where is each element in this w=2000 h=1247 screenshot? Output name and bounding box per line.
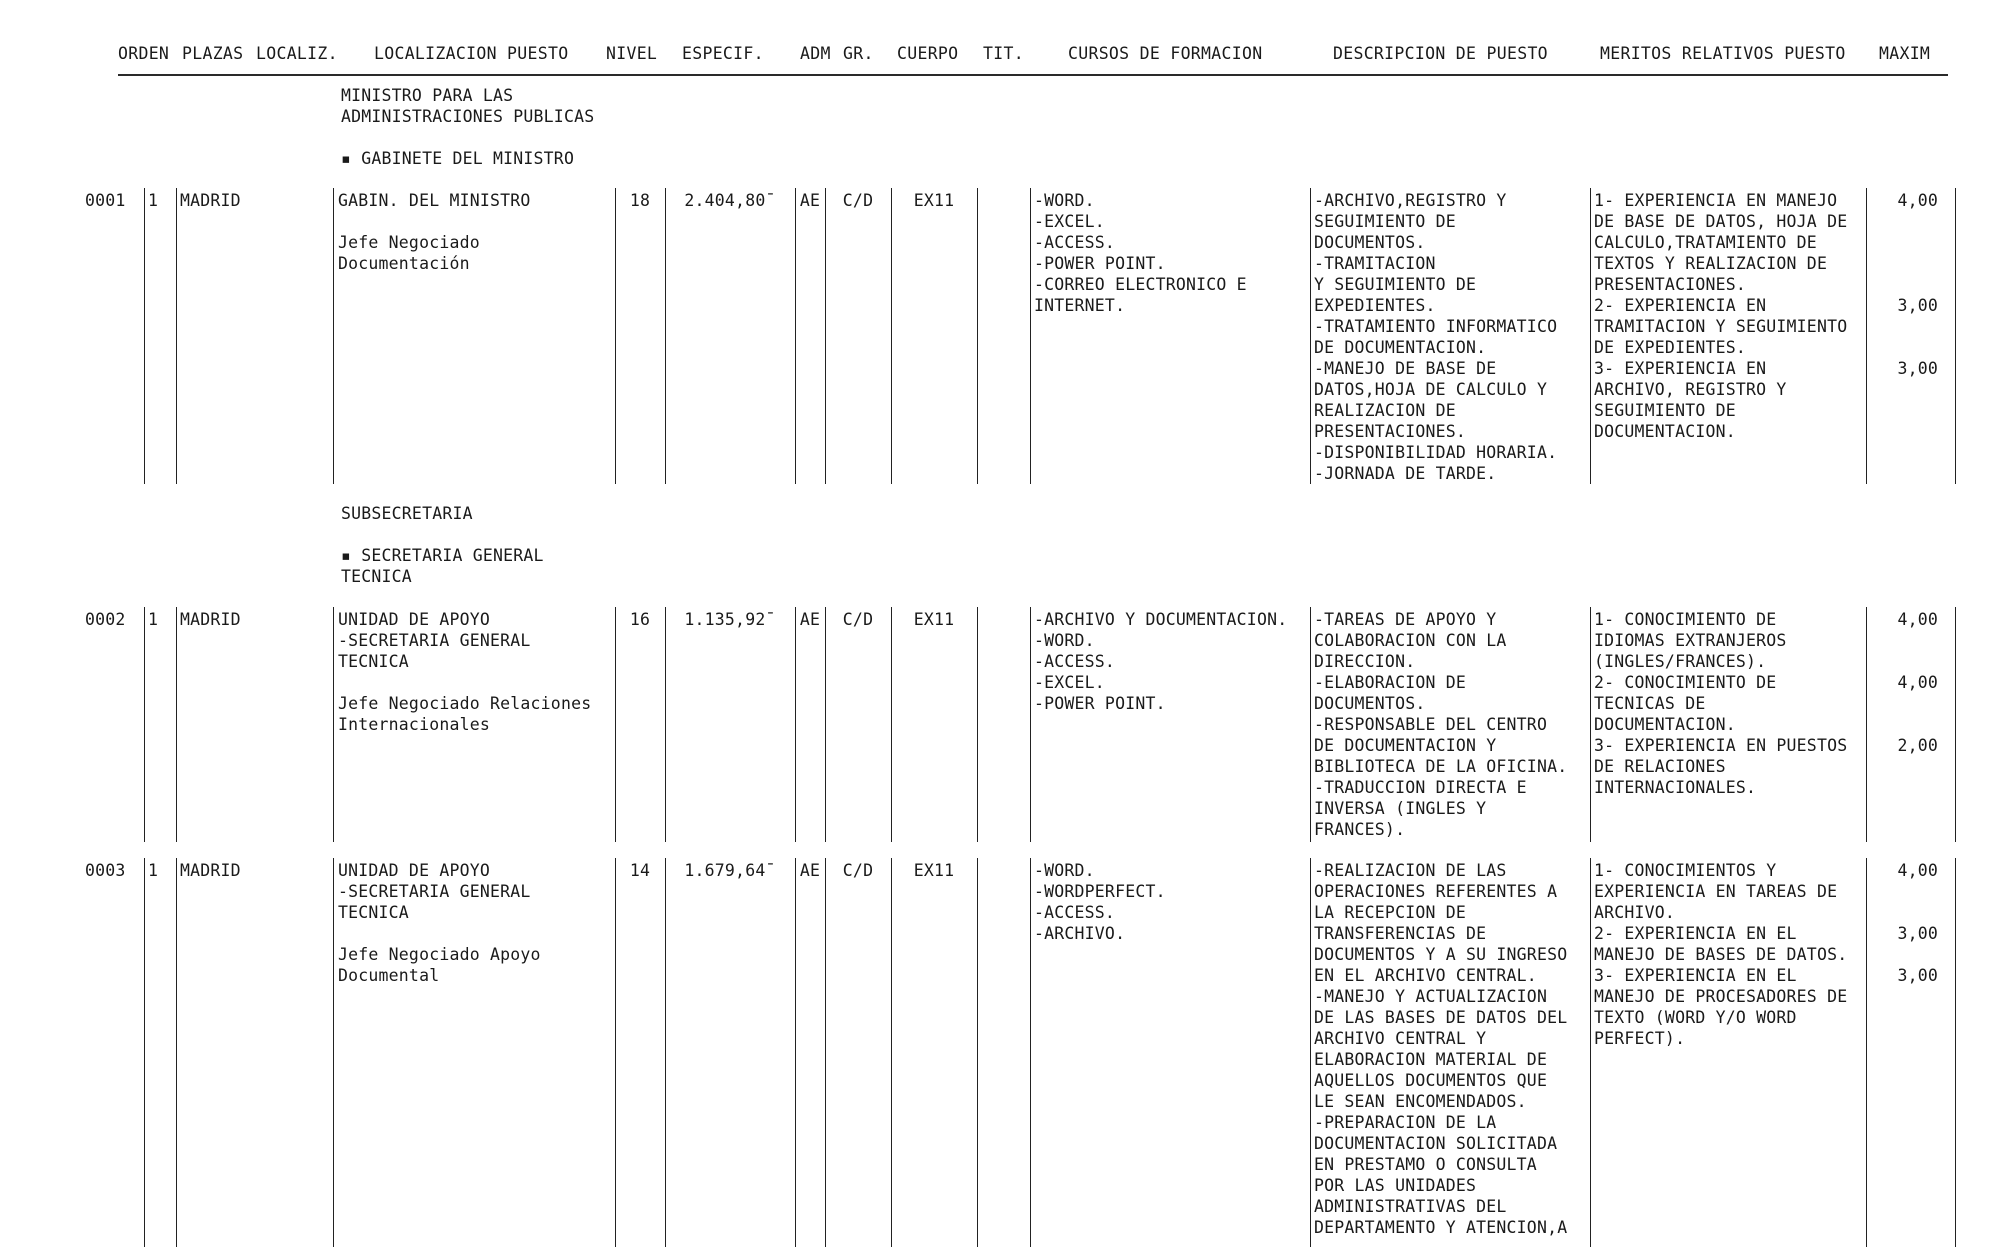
cell-descripcion-line: -TRATAMIENTO INFORMATICO [1314, 317, 1558, 336]
column-divider [1955, 858, 1956, 1247]
column-divider [891, 188, 892, 484]
cell-orden: 0001 [85, 191, 126, 210]
header-nivel: NIVEL [606, 44, 658, 63]
cell-meritos-line: TECNICAS DE [1594, 694, 1706, 713]
cell-maxim-score: 3,00 [1897, 966, 1938, 985]
cell-descripcion-line: REALIZACION DE [1314, 401, 1456, 420]
cell-cursos-line: -CORREO ELECTRONICO E [1034, 275, 1247, 294]
cell-meritos-line: DOCUMENTACION. [1594, 422, 1736, 441]
cell-cursos-line: -POWER POINT. [1034, 254, 1166, 273]
cell-puesto-line: UNIDAD DE APOYO [338, 610, 491, 629]
column-divider [1590, 607, 1591, 842]
cell-nivel: 18 [629, 191, 651, 210]
column-divider [333, 188, 334, 484]
cell-descripcion-line: DOCUMENTOS Y A SU INGRESO [1314, 945, 1568, 964]
cell-descripcion-line: DOCUMENTACION SOLICITADA [1314, 1134, 1558, 1153]
column-divider [1590, 858, 1591, 1247]
cell-descripcion-line: -MANEJO Y ACTUALIZACION [1314, 987, 1548, 1006]
column-divider [1030, 858, 1031, 1247]
cell-meritos-line: SEGUIMIENTO DE [1594, 401, 1736, 420]
cell-especif: 1.679,64¯ [684, 861, 776, 880]
column-divider [825, 858, 826, 1247]
cell-meritos-line: ARCHIVO. [1594, 903, 1676, 922]
section-subsecretaria: SUBSECRETARIA [341, 504, 473, 523]
cell-descripcion-line: TRANSFERENCIAS DE [1314, 924, 1487, 943]
cell-descripcion-line: DE DOCUMENTACION Y [1314, 736, 1497, 755]
cell-maxim-score: 4,00 [1897, 861, 1938, 880]
cell-meritos-line: DE RELACIONES [1594, 757, 1726, 776]
cell-descripcion-line: ARCHIVO CENTRAL Y [1314, 1029, 1487, 1048]
cell-puesto-line: -SECRETARIA GENERAL [338, 631, 531, 650]
column-divider [1955, 188, 1956, 484]
header-cuerpo: CUERPO [897, 44, 959, 63]
column-divider [825, 607, 826, 842]
header-gr: GR. [843, 44, 874, 63]
cell-cursos-line: -WORD. [1034, 861, 1095, 880]
cell-meritos-line: MANEJO DE PROCESADORES DE [1594, 987, 1848, 1006]
cell-meritos-line: 1- EXPERIENCIA EN MANEJO [1594, 191, 1838, 210]
column-divider [176, 188, 177, 484]
cell-meritos-line: 2- CONOCIMIENTO DE [1594, 673, 1777, 692]
cell-descripcion-line: DOCUMENTOS. [1314, 233, 1426, 252]
column-divider [1310, 607, 1311, 842]
cell-puesto-line: Jefe Negociado Relaciones [338, 694, 592, 713]
cell-meritos-line: DE EXPEDIENTES. [1594, 338, 1747, 357]
cell-especif: 2.404,80¯ [684, 191, 776, 210]
cell-cursos-line: -EXCEL. [1034, 673, 1105, 692]
cell-plazas: 1 [148, 610, 159, 629]
header-tit: TIT. [983, 44, 1024, 63]
column-divider [891, 858, 892, 1247]
cell-descripcion-line: BIBLIOTECA DE LA OFICINA. [1314, 757, 1568, 776]
cell-maxim-score: 3,00 [1897, 359, 1938, 378]
section-ministro-line1: MINISTRO PARA LAS [341, 86, 514, 105]
cell-cursos-line: INTERNET. [1034, 296, 1126, 315]
column-divider [1310, 188, 1311, 484]
column-divider [665, 188, 666, 484]
cell-meritos-line: PRESENTACIONES. [1594, 275, 1747, 294]
cell-descripcion-line: INVERSA (INGLES Y [1314, 799, 1487, 818]
column-divider [176, 858, 177, 1247]
section-sgt-line1: ▪ SECRETARIA GENERAL [341, 546, 544, 565]
cell-descripcion-line: -RESPONSABLE DEL CENTRO [1314, 715, 1548, 734]
cell-cursos-line: -WORD. [1034, 631, 1095, 650]
header-especif: ESPECIF. [682, 44, 764, 63]
header-rule [118, 74, 1948, 76]
cell-descripcion-line: DE LAS BASES DE DATOS DEL [1314, 1008, 1568, 1027]
cell-cursos-line: -WORD. [1034, 191, 1095, 210]
header-descripcion: DESCRIPCION DE PUESTO [1333, 44, 1548, 63]
cell-meritos-line: EXPERIENCIA EN TAREAS DE [1594, 882, 1838, 901]
cell-descripcion-line: LA RECEPCION DE [1314, 903, 1467, 922]
column-divider [615, 607, 616, 842]
column-divider [1590, 188, 1591, 484]
cell-descripcion-line: ELABORACION MATERIAL DE [1314, 1050, 1548, 1069]
cell-localidad: MADRID [180, 861, 241, 880]
column-divider [795, 188, 796, 484]
cell-puesto-line: Documentación [338, 254, 470, 273]
cell-meritos-line: TRAMITACION Y SEGUIMIENTO [1594, 317, 1848, 336]
header-cursos: CURSOS DE FORMACION [1068, 44, 1263, 63]
cell-cursos-line: -ARCHIVO. [1034, 924, 1126, 943]
cell-descripcion-line: -TRAMITACION [1314, 254, 1436, 273]
cell-meritos-line: 2- EXPERIENCIA EN EL [1594, 924, 1797, 943]
column-divider [615, 858, 616, 1247]
header-orden: ORDEN [118, 44, 170, 63]
cell-descripcion-line: DIRECCION. [1314, 652, 1416, 671]
cell-maxim-score: 3,00 [1897, 924, 1938, 943]
cell-maxim-score: 2,00 [1897, 736, 1938, 755]
column-divider [891, 607, 892, 842]
cell-descripcion-line: DOCUMENTOS. [1314, 694, 1426, 713]
cell-descripcion-line: -MANEJO DE BASE DE [1314, 359, 1497, 378]
column-divider [144, 858, 145, 1247]
cell-puesto-line: Jefe Negociado Apoyo [338, 945, 541, 964]
cell-meritos-line: CALCULO,TRATAMIENTO DE [1594, 233, 1817, 252]
cell-meritos-line: DE BASE DE DATOS, HOJA DE [1594, 212, 1848, 231]
cell-cursos-line: -ARCHIVO Y DOCUMENTACION. [1034, 610, 1288, 629]
header-maxim: MAXIM [1879, 44, 1931, 63]
cell-meritos-line: 3- EXPERIENCIA EN EL [1594, 966, 1797, 985]
cell-puesto-line: Documental [338, 966, 440, 985]
cell-descripcion-line: LE SEAN ENCOMENDADOS. [1314, 1092, 1527, 1111]
cell-meritos-line: TEXTO (WORD Y/O WORD [1594, 1008, 1797, 1027]
cell-meritos-line: IDIOMAS EXTRANJEROS [1594, 631, 1787, 650]
column-divider [825, 188, 826, 484]
header-localiz: LOCALIZ. [256, 44, 338, 63]
column-divider [977, 188, 978, 484]
cell-cursos-line: -ACCESS. [1034, 233, 1116, 252]
cell-cursos-line: -POWER POINT. [1034, 694, 1166, 713]
cell-puesto-line: TECNICA [338, 652, 409, 671]
cell-descripcion-line: DEPARTAMENTO Y ATENCION,A [1314, 1218, 1568, 1237]
cell-meritos-line: DOCUMENTACION. [1594, 715, 1736, 734]
cell-cursos-line: -WORDPERFECT. [1034, 882, 1166, 901]
cell-plazas: 1 [148, 861, 159, 880]
column-divider [144, 607, 145, 842]
column-divider [795, 858, 796, 1247]
column-divider [1866, 607, 1867, 842]
cell-maxim-score: 3,00 [1897, 296, 1938, 315]
cell-descripcion-line: -ELABORACION DE [1314, 673, 1467, 692]
cell-adm: AE [799, 861, 821, 880]
cell-descripcion-line: -TAREAS DE APOYO Y [1314, 610, 1497, 629]
cell-descripcion-line: -JORNADA DE TARDE. [1314, 464, 1497, 483]
cell-plazas: 1 [148, 191, 159, 210]
cell-nivel: 16 [629, 610, 651, 629]
cell-gr: C/D [842, 191, 874, 210]
section-ministro-line2: ADMINISTRACIONES PUBLICAS [341, 107, 595, 126]
cell-meritos-line: (INGLES/FRANCES). [1594, 652, 1767, 671]
cell-puesto-line: Jefe Negociado [338, 233, 480, 252]
cell-maxim-score: 4,00 [1897, 191, 1938, 210]
cell-descripcion-line: EN PRESTAMO O CONSULTA [1314, 1155, 1537, 1174]
cell-descripcion-line: EXPEDIENTES. [1314, 296, 1436, 315]
column-divider [333, 607, 334, 842]
cell-meritos-line: 1- CONOCIMIENTO DE [1594, 610, 1777, 629]
cell-descripcion-line: -TRADUCCION DIRECTA E [1314, 778, 1527, 797]
cell-localidad: MADRID [180, 610, 241, 629]
cell-cursos-line: -ACCESS. [1034, 652, 1116, 671]
cell-cursos-line: -EXCEL. [1034, 212, 1105, 231]
cell-meritos-line: ARCHIVO, REGISTRO Y [1594, 380, 1787, 399]
cell-meritos-line: INTERNACIONALES. [1594, 778, 1757, 797]
cell-meritos-line: 3- EXPERIENCIA EN PUESTOS [1594, 736, 1848, 755]
section-sgt-line2: TECNICA [341, 567, 412, 586]
cell-localidad: MADRID [180, 191, 241, 210]
cell-cuerpo: EX11 [913, 861, 955, 880]
cell-adm: AE [799, 610, 821, 629]
section-gabinete: ▪ GABINETE DEL MINISTRO [341, 149, 575, 168]
header-meritos: MERITOS RELATIVOS PUESTO [1600, 44, 1846, 63]
cell-orden: 0002 [85, 610, 126, 629]
column-divider [1866, 188, 1867, 484]
cell-descripcion-line: COLABORACION CON LA [1314, 631, 1507, 650]
cell-descripcion-line: POR LAS UNIDADES [1314, 1176, 1477, 1195]
column-divider [333, 858, 334, 1247]
cell-descripcion-line: DE DOCUMENTACION. [1314, 338, 1487, 357]
cell-puesto-line: TECNICA [338, 903, 409, 922]
cell-maxim-score: 4,00 [1897, 673, 1938, 692]
column-divider [1310, 858, 1311, 1247]
cell-puesto-line: -SECRETARIA GENERAL [338, 882, 531, 901]
cell-meritos-line: 2- EXPERIENCIA EN [1594, 296, 1767, 315]
cell-cursos-line: -ACCESS. [1034, 903, 1116, 922]
cell-cuerpo: EX11 [913, 610, 955, 629]
cell-puesto-line: Internacionales [338, 715, 491, 734]
cell-descripcion-line: SEGUIMIENTO DE [1314, 212, 1456, 231]
cell-cuerpo: EX11 [913, 191, 955, 210]
cell-descripcion-line: FRANCES). [1314, 820, 1406, 839]
column-divider [1030, 607, 1031, 842]
header-localizacion-puesto: LOCALIZACION PUESTO [374, 44, 569, 63]
cell-meritos-line: TEXTOS Y REALIZACION DE [1594, 254, 1828, 273]
cell-descripcion-line: -PREPARACION DE LA [1314, 1113, 1497, 1132]
cell-maxim-score: 4,00 [1897, 610, 1938, 629]
cell-especif: 1.135,92¯ [684, 610, 776, 629]
cell-orden: 0003 [85, 861, 126, 880]
cell-nivel: 14 [629, 861, 651, 880]
cell-descripcion-line: OPERACIONES REFERENTES A [1314, 882, 1558, 901]
cell-descripcion-line: -DISPONIBILIDAD HORARIA. [1314, 443, 1558, 462]
column-divider [665, 858, 666, 1247]
header-plazas: PLAZAS [182, 44, 244, 63]
header-adm: ADM [800, 44, 831, 63]
cell-gr: C/D [842, 610, 874, 629]
column-divider [144, 188, 145, 484]
cell-meritos-line: 3- EXPERIENCIA EN [1594, 359, 1767, 378]
cell-puesto-line: GABIN. DEL MINISTRO [338, 191, 531, 210]
cell-descripcion-line: DATOS,HOJA DE CALCULO Y [1314, 380, 1548, 399]
column-divider [615, 188, 616, 484]
column-divider [1955, 607, 1956, 842]
cell-gr: C/D [842, 861, 874, 880]
cell-puesto-line: UNIDAD DE APOYO [338, 861, 491, 880]
cell-meritos-line: 1- CONOCIMIENTOS Y [1594, 861, 1777, 880]
cell-descripcion-line: AQUELLOS DOCUMENTOS QUE [1314, 1071, 1548, 1090]
cell-meritos-line: MANEJO DE BASES DE DATOS. [1594, 945, 1848, 964]
cell-meritos-line: PERFECT). [1594, 1029, 1686, 1048]
cell-descripcion-line: -ARCHIVO,REGISTRO Y [1314, 191, 1507, 210]
cell-descripcion-line: PRESENTACIONES. [1314, 422, 1467, 441]
column-divider [795, 607, 796, 842]
cell-descripcion-line: EN EL ARCHIVO CENTRAL. [1314, 966, 1537, 985]
column-divider [977, 607, 978, 842]
column-divider [1866, 858, 1867, 1247]
cell-descripcion-line: -REALIZACION DE LAS [1314, 861, 1507, 880]
column-divider [1030, 188, 1031, 484]
column-divider [977, 858, 978, 1247]
cell-descripcion-line: ADMINISTRATIVAS DEL [1314, 1197, 1507, 1216]
cell-adm: AE [799, 191, 821, 210]
column-divider [176, 607, 177, 842]
cell-descripcion-line: Y SEGUIMIENTO DE [1314, 275, 1477, 294]
column-divider [665, 607, 666, 842]
